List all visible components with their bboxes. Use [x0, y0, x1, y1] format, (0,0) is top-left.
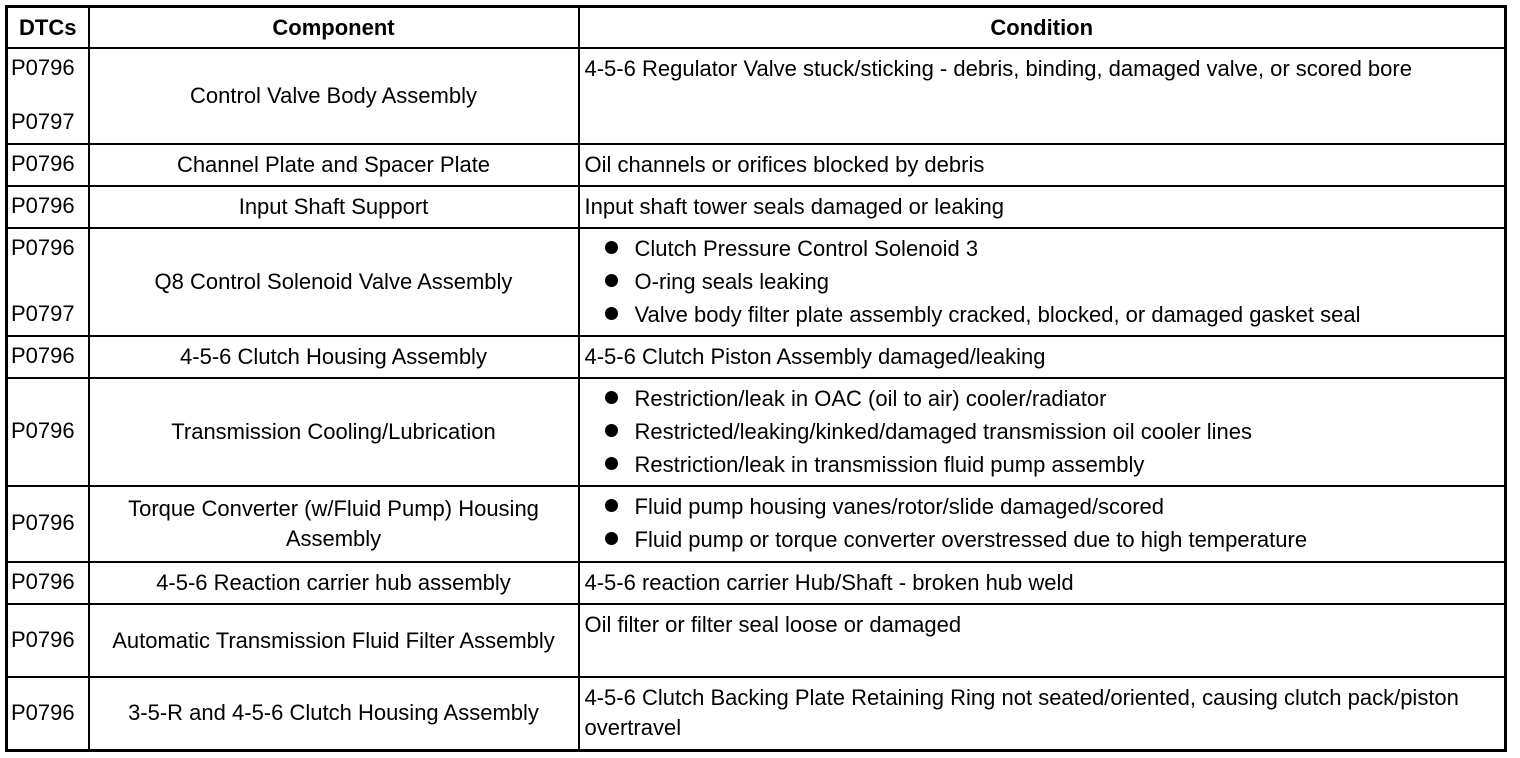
dtc-cell: [7, 336, 89, 378]
condition-text: 4-5-6 Regulator Valve stuck/sticking - debris, binding, damaged valve, or scored bore: [584, 56, 1412, 81]
table-body: [7, 48, 1506, 750]
dtc-code: P0796: [11, 510, 75, 535]
condition-list: [585, 487, 1501, 556]
table-row: [7, 144, 1506, 186]
condition-cell: [579, 677, 1506, 750]
condition-cell: [579, 144, 1506, 186]
component-cell: 4-5-6 Reaction carrier hub assembly: [89, 562, 579, 604]
dtc-cell: [7, 562, 89, 604]
dtc-code: P0796: [11, 418, 75, 443]
dtc-code: P0797: [11, 109, 75, 134]
table-row: [7, 677, 1506, 750]
table-row: [7, 604, 1506, 677]
condition-cell: [579, 486, 1506, 562]
condition-bullet-item: Clutch Pressure Control Solenoid 3: [601, 232, 1501, 265]
condition-cell: [579, 604, 1506, 677]
condition-list: [585, 379, 1501, 481]
condition-bullet-item: O-ring seals leaking: [601, 265, 1501, 298]
condition-cell: [579, 336, 1506, 378]
component-cell: Channel Plate and Spacer Plate: [89, 144, 579, 186]
table-row: [7, 562, 1506, 604]
header-row: [7, 7, 1506, 49]
condition-text: Input shaft tower seals damaged or leaking: [584, 194, 1004, 219]
dtc-code: P0796: [11, 151, 75, 176]
component-cell: 4-5-6 Clutch Housing Assembly: [89, 336, 579, 378]
dtc-code: P0796: [11, 626, 75, 652]
component-cell: Input Shaft Support: [89, 186, 579, 228]
condition-bullet-item: Restriction/leak in OAC (oil to air) cooler/radiator: [601, 382, 1501, 415]
component-cell: Transmission Cooling/Lubrication: [89, 378, 579, 486]
dtc-cell: [7, 486, 89, 562]
condition-cell: [579, 562, 1506, 604]
condition-text: 4-5-6 Clutch Backing Plate Retaining Ring not seated/oriented, causing clutch pack/piston overtravel: [584, 685, 1459, 740]
condition-bullet-item: Fluid pump or torque converter overstressed due to high temperature: [601, 523, 1501, 556]
header-component: Component: [89, 7, 579, 49]
table-row: [7, 186, 1506, 228]
dtc-code: P0796: [11, 193, 75, 218]
dtc-cell: [7, 48, 89, 144]
condition-bullet-item: Fluid pump housing vanes/rotor/slide damaged/scored: [601, 490, 1501, 523]
component-cell: Automatic Transmission Fluid Filter Assembly: [89, 604, 579, 677]
dtc-cell: [7, 186, 89, 228]
component-cell: Control Valve Body Assembly: [89, 48, 579, 144]
dtc-cell: [7, 228, 89, 336]
dtc-cell: [7, 144, 89, 186]
condition-cell: [579, 186, 1506, 228]
condition-cell: [579, 48, 1506, 144]
condition-cell: [579, 228, 1506, 336]
table-row: [7, 378, 1506, 486]
dtc-cell: [7, 378, 89, 486]
dtc-code: P0796: [11, 55, 75, 80]
table-row: [7, 228, 1506, 336]
dtc-code: P0796: [11, 569, 75, 594]
dtc-code: P0796: [11, 235, 75, 260]
component-cell: Q8 Control Solenoid Valve Assembly: [89, 228, 579, 336]
table-row: [7, 486, 1506, 562]
condition-cell: [579, 378, 1506, 486]
dtc-cell: [7, 677, 89, 750]
condition-text: 4-5-6 reaction carrier Hub/Shaft - broken hub weld: [584, 570, 1074, 595]
component-cell: Torque Converter (w/Fluid Pump) Housing Assembly: [89, 486, 579, 562]
condition-bullet-item: Valve body filter plate assembly cracked, blocked, or damaged gasket seal: [601, 298, 1501, 331]
dtc-code: P0796: [11, 343, 75, 368]
condition-bullet-item: Restriction/leak in transmission fluid pump assembly: [601, 448, 1501, 481]
condition-text: 4-5-6 Clutch Piston Assembly damaged/leaking: [584, 344, 1046, 369]
condition-text: Oil filter or filter seal loose or damaged: [584, 612, 962, 637]
header-dtcs: DTCs: [7, 7, 89, 49]
header-condition: Condition: [579, 7, 1506, 49]
table-row: [7, 336, 1506, 378]
table-row: [7, 48, 1506, 144]
condition-list: [585, 229, 1501, 331]
dtc-table: [5, 5, 1507, 752]
dtc-code: P0796: [11, 699, 75, 725]
condition-text: Oil channels or orifices blocked by debris: [584, 152, 985, 177]
dtc-code: P0797: [11, 301, 75, 326]
dtc-cell: [7, 604, 89, 677]
condition-bullet-item: Restricted/leaking/kinked/damaged transmission oil cooler lines: [601, 415, 1501, 448]
component-cell: 3-5-R and 4-5-6 Clutch Housing Assembly: [89, 677, 579, 750]
